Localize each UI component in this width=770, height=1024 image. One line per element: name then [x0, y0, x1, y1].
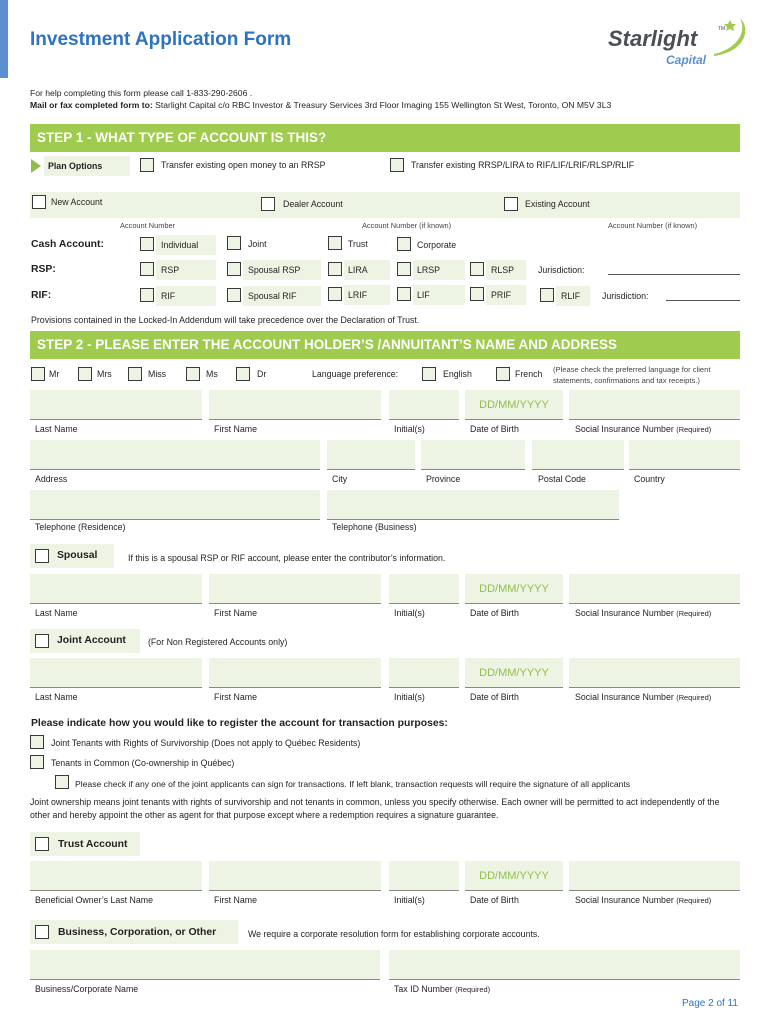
label-province: Province — [426, 474, 461, 484]
label-lrif: LRIF — [348, 290, 368, 300]
label-last-name: Last Name — [35, 424, 78, 434]
field-tax-id[interactable] — [389, 950, 740, 980]
checkbox-joint-sign[interactable] — [55, 775, 69, 789]
label-trust-first-name: First Name — [214, 895, 258, 905]
help-text: For help completing this form please call 1-833-290-2606 . — [30, 88, 253, 98]
provisions-text: Provisions contained in the Locked-In Addendum will take precedence over the Declaration of Trust. — [31, 315, 420, 325]
field-tel-business[interactable] — [327, 490, 619, 520]
label-transfer-rrsp: Transfer existing open money to an RRSP — [161, 160, 326, 170]
label-cash-individual: Individual — [161, 240, 199, 250]
logo-main-text: Starlight — [608, 26, 698, 51]
mail-address: Starlight Capital c/o RBC Investor & Treasury Services 3rd Floor Imaging 155 Wellington St West, Toronto, ON M5V 3L3 — [155, 100, 612, 110]
label-spousal: Spousal — [57, 550, 98, 561]
label-rsp: RSP: — [31, 264, 56, 275]
label-joint-sin: Social Insurance Number (Required) — [575, 692, 712, 702]
label-rlsp: RLSP — [491, 265, 514, 275]
label-lif: LIF — [417, 290, 430, 300]
page-number: Page 2 of 11 — [682, 998, 738, 1009]
label-trust-dob: Date of Birth — [470, 895, 519, 905]
label-business-name: Business/Corporate Name — [35, 984, 139, 994]
field-trust-dob[interactable]: DD/MM/YYYY — [465, 861, 563, 891]
logo-sub-text: Capital — [666, 53, 707, 67]
checkbox-english[interactable] — [422, 367, 436, 381]
checkbox-transfer-rrsp[interactable] — [140, 158, 154, 172]
label-tel-residence: Telephone (Residence) — [35, 522, 126, 532]
label-miss: Miss — [148, 369, 167, 379]
label-initials: Initial(s) — [394, 424, 425, 434]
label-account-number: Account Number — [120, 221, 176, 230]
field-spouse-dob[interactable]: DD/MM/YYYY — [465, 574, 563, 604]
field-joint-initials[interactable] — [389, 658, 459, 688]
checkbox-lira[interactable] — [328, 262, 342, 276]
label-rsp-jurisdiction: Jurisdiction: — [538, 265, 585, 275]
field-trust-initials[interactable] — [389, 861, 459, 891]
label-lira: LIRA — [348, 265, 368, 275]
field-joint-first-name[interactable] — [209, 658, 381, 688]
label-trust: Trust Account — [58, 839, 128, 850]
label-rsp-option: RSP — [161, 265, 180, 275]
label-mr: Mr — [49, 369, 60, 379]
register-question: Please indicate how you would like to register the account for transaction purposes: — [31, 718, 448, 729]
account-type-row — [30, 192, 740, 218]
label-address: Address — [35, 474, 68, 484]
label-joint-initials: Initial(s) — [394, 692, 425, 702]
checkbox-lrif[interactable] — [328, 287, 342, 301]
label-first-name: First Name — [214, 424, 258, 434]
label-joint-sign: Please check if any one of the joint applicants can sign for transactions. If left blank, transaction requests will require the signature of all applicants — [75, 779, 631, 789]
label-jtwros: Joint Tenants with Rights of Survivorship (Does not apply to Québec Residents) — [51, 738, 361, 748]
label-tic: Tenants in Common (Co-ownership in Québec) — [51, 758, 235, 768]
label-trust-sin: Social Insurance Number (Required) — [575, 895, 712, 905]
label-account-number-known-2: Account Number (if known) — [608, 221, 698, 230]
field-trust-sin[interactable] — [569, 861, 740, 891]
starlight-capital-logo — [602, 10, 752, 70]
step1-header: STEP 1 - WHAT TYPE OF ACCOUNT IS THIS? — [30, 124, 740, 152]
joint-note: (For Non Registered Accounts only) — [148, 637, 288, 647]
label-prif: PRIF — [491, 290, 512, 300]
joint-ownership-paragraph: Joint ownership means joint tenants with rights of survivorship and not tenants in common, unless you specify otherwise. Each owner will be permitted to act independently of the other and hereby appoint the other as agent for that purpose except where a redemption requires a signature guarantee. — [30, 797, 720, 820]
field-first-name[interactable] — [209, 390, 381, 420]
field-spouse-initials[interactable] — [389, 574, 459, 604]
label-dr: Dr — [257, 369, 267, 379]
language-note: (Please check the preferred language for client statements, confirmations and tax receipts.) — [553, 365, 711, 385]
label-rif: RIF: — [31, 290, 52, 301]
checkbox-joint[interactable] — [35, 634, 49, 648]
label-spouse-last-name: Last Name — [35, 608, 78, 618]
field-last-name[interactable] — [30, 390, 202, 420]
checkbox-ms[interactable] — [186, 367, 200, 381]
field-date-of-birth[interactable]: DD/MM/YYYY — [465, 390, 563, 420]
label-spouse-sin: Social Insurance Number (Required) — [575, 608, 712, 618]
spousal-note: If this is a spousal RSP or RIF account, please enter the contributor’s information. — [128, 553, 446, 563]
mail-label: Mail or fax completed form to: — [30, 100, 153, 110]
label-spouse-dob: Date of Birth — [470, 608, 519, 618]
checkbox-dr[interactable] — [236, 367, 250, 381]
checkbox-french[interactable] — [496, 367, 510, 381]
plan-options-label: Plan Options — [48, 161, 103, 171]
label-spousal-rsp: Spousal RSP — [248, 265, 301, 275]
logo-tm: TM — [718, 26, 726, 32]
checkbox-cash-individual[interactable] — [140, 237, 154, 251]
label-mrs: Mrs — [97, 369, 112, 379]
checkbox-tic[interactable] — [30, 755, 44, 769]
checkbox-jtwros[interactable] — [30, 735, 44, 749]
field-spouse-last-name[interactable] — [30, 574, 202, 604]
checkbox-new-account[interactable] — [32, 195, 46, 209]
field-joint-sin[interactable] — [569, 658, 740, 688]
label-joint-dob: Date of Birth — [470, 692, 519, 702]
label-rif-jurisdiction: Jurisdiction: — [602, 291, 649, 301]
label-country: Country — [634, 474, 665, 484]
checkbox-mr[interactable] — [31, 367, 45, 381]
label-business: Business, Corporation, or Other — [58, 927, 217, 938]
plan-options-arrow-icon — [31, 159, 41, 173]
checkbox-dealer-account[interactable] — [261, 197, 275, 211]
label-cash-joint: Joint — [248, 239, 267, 249]
field-joint-last-name[interactable] — [30, 658, 202, 688]
label-lrsp: LRSP — [417, 265, 440, 275]
label-dealer-account: Dealer Account — [283, 199, 343, 209]
label-cash-trust: Trust — [348, 239, 368, 249]
label-french: French — [515, 369, 543, 379]
field-rif-jurisdiction[interactable] — [666, 300, 740, 301]
label-cash-corporate: Corporate — [417, 240, 457, 250]
checkbox-existing-account[interactable] — [504, 197, 518, 211]
checkbox-business[interactable] — [35, 925, 49, 939]
checkbox-spousal-rsp[interactable] — [227, 262, 241, 276]
label-joint-first-name: First Name — [214, 692, 258, 702]
label-tax-id: Tax ID Number (Required) — [394, 984, 491, 994]
field-rsp-jurisdiction[interactable] — [608, 274, 740, 275]
field-beneficial-last-name[interactable] — [30, 861, 202, 891]
field-postal-code[interactable] — [532, 440, 624, 470]
field-spouse-first-name[interactable] — [209, 574, 381, 604]
field-joint-dob[interactable]: DD/MM/YYYY — [465, 658, 563, 688]
label-sin: Social Insurance Number (Required) — [575, 424, 712, 434]
checkbox-prif[interactable] — [470, 287, 484, 301]
checkbox-rlif[interactable] — [540, 288, 554, 302]
field-initials[interactable] — [389, 390, 459, 420]
label-cash-account: Cash Account: — [31, 239, 104, 250]
step2-header: STEP 2 - PLEASE ENTER THE ACCOUNT HOLDER’S /ANNUITANT’S NAME AND ADDRESS — [30, 331, 740, 359]
field-city[interactable] — [327, 440, 415, 470]
label-spouse-initials: Initial(s) — [394, 608, 425, 618]
label-spouse-first-name: First Name — [214, 608, 258, 618]
header-accent-bar — [0, 0, 8, 78]
checkbox-spousal-rif[interactable] — [227, 288, 241, 302]
checkbox-rsp[interactable] — [140, 262, 154, 276]
form-title: Investment Application Form — [30, 29, 292, 50]
checkbox-rif[interactable] — [140, 288, 154, 302]
checkbox-lif[interactable] — [397, 287, 411, 301]
label-rif-option: RIF — [161, 291, 176, 301]
checkbox-trust[interactable] — [35, 837, 49, 851]
field-sin[interactable] — [569, 390, 740, 420]
field-address[interactable] — [30, 440, 320, 470]
label-spousal-rif: Spousal RIF — [248, 291, 297, 301]
label-joint: Joint Account — [57, 635, 126, 646]
label-postal-code: Postal Code — [538, 474, 586, 484]
label-english: English — [443, 369, 472, 379]
field-spouse-sin[interactable] — [569, 574, 740, 604]
mail-line — [30, 100, 611, 110]
checkbox-transfer-rif[interactable] — [390, 158, 404, 172]
field-tel-residence[interactable] — [30, 490, 320, 520]
label-joint-last-name: Last Name — [35, 692, 78, 702]
label-ms: Ms — [206, 369, 218, 379]
field-business-name[interactable] — [30, 950, 380, 980]
checkbox-cash-joint[interactable] — [227, 236, 241, 250]
field-country[interactable] — [629, 440, 740, 470]
label-transfer-rif: Transfer existing RRSP/LIRA to RIF/LIF/LRIF/RLSP/RLIF — [411, 160, 635, 170]
checkbox-cash-corporate[interactable] — [397, 237, 411, 251]
checkbox-mrs[interactable] — [78, 367, 92, 381]
label-language-pref: Language preference: — [312, 369, 399, 379]
checkbox-rlsp[interactable] — [470, 262, 484, 276]
checkbox-spousal[interactable] — [35, 549, 49, 563]
label-account-number-known-1: Account Number (if known) — [362, 221, 452, 230]
label-dob: Date of Birth — [470, 424, 519, 434]
field-province[interactable] — [421, 440, 525, 470]
label-rlif: RLIF — [561, 291, 581, 301]
checkbox-lrsp[interactable] — [397, 262, 411, 276]
checkbox-miss[interactable] — [128, 367, 142, 381]
business-note: We require a corporate resolution form for establishing corporate accounts. — [248, 929, 540, 939]
label-beneficial-last-name: Beneficial Owner’s Last Name — [35, 895, 153, 905]
label-existing-account: Existing Account — [525, 199, 590, 209]
field-trust-first-name[interactable] — [209, 861, 381, 891]
label-city: City — [332, 474, 348, 484]
label-tel-business: Telephone (Business) — [332, 522, 417, 532]
label-new-account: New Account — [51, 197, 103, 207]
checkbox-cash-trust[interactable] — [328, 236, 342, 250]
label-trust-initials: Initial(s) — [394, 895, 425, 905]
